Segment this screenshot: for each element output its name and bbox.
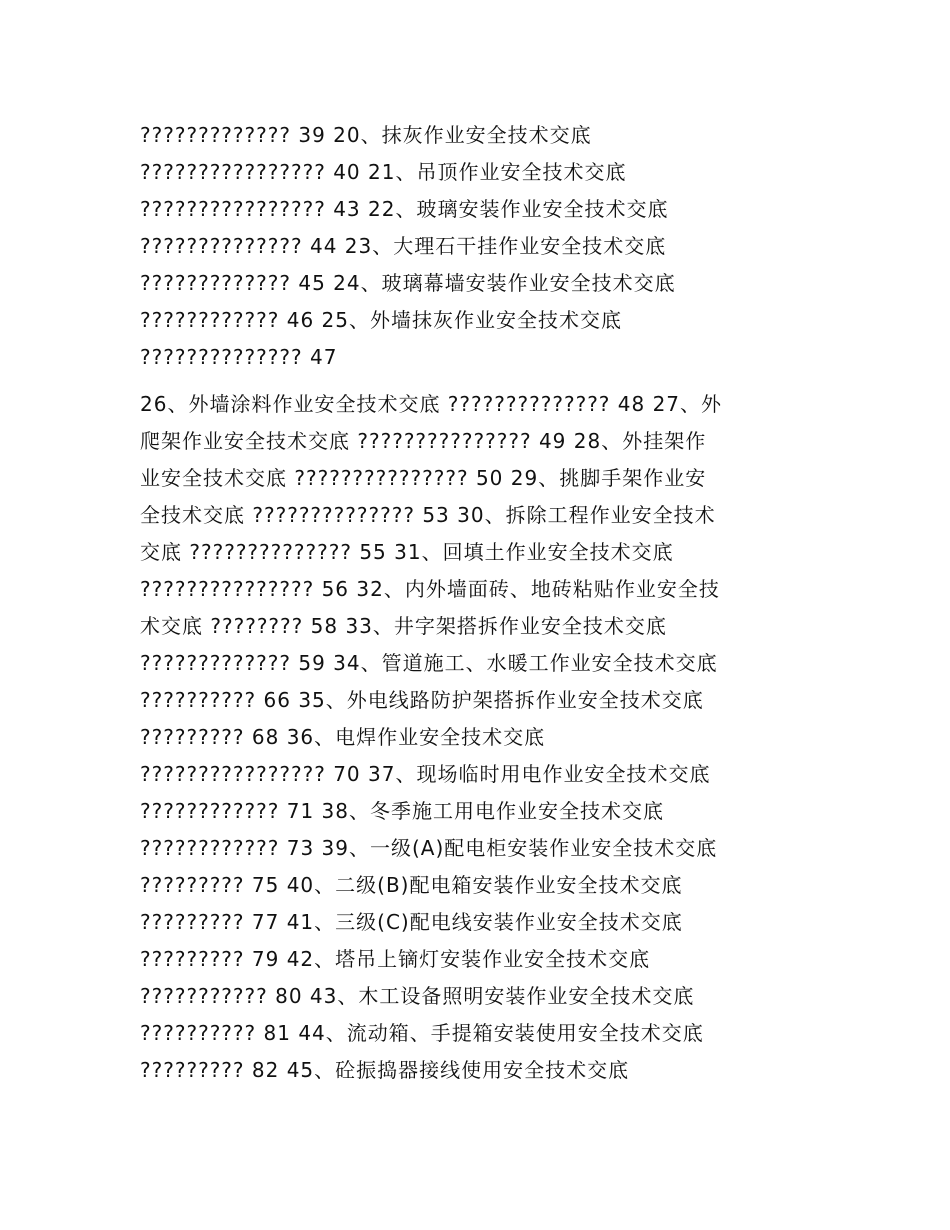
paragraph-gap [140, 376, 820, 386]
toc-line: 26、外墙涂料作业安全技术交底 ?????????????? 48 27、外 [140, 392, 723, 416]
toc-line: 业安全技术交底 ??????????????? 50 29、挑脚手架作业安 [140, 466, 707, 490]
toc-line: ??????????????? 56 32、内外墙面砖、地砖粘贴作业安全技 [140, 577, 720, 601]
toc-line: ???????????? 46 25、外墙抹灰作业安全技术交底 [140, 308, 622, 332]
toc-line: 术交底 ???????? 58 33、井字架搭拆作业安全技术交底 [140, 614, 667, 638]
toc-line: ???????????????? 40 21、吊顶作业安全技术交底 [140, 160, 627, 184]
toc-line: ????????? 68 36、电焊作业安全技术交底 [140, 725, 546, 749]
toc-line: ???????????????? 70 37、现场临时用电作业安全技术交底 [140, 762, 711, 786]
toc-line: 爬架作业安全技术交底 ??????????????? 49 28、外挂架作 [140, 429, 707, 453]
toc-block-2 [140, 386, 820, 1089]
toc-line: ?????????? 66 35、外电线路防护架搭拆作业安全技术交底 [140, 688, 704, 712]
toc-line: ?????????????? 47 [140, 345, 338, 369]
toc-line: ????????????? 39 20、抹灰作业安全技术交底 [140, 123, 592, 147]
toc-line: ????????????? 59 34、管道施工、水暖工作业安全技术交底 [140, 651, 718, 675]
toc-line: ???????????? 73 39、一级(A)配电柜安装作业安全技术交底 [140, 836, 718, 860]
toc-line: ?????????? 81 44、流动箱、手提箱安装使用安全技术交底 [140, 1021, 704, 1045]
toc-line: ????????? 75 40、二级(B)配电箱安装作业安全技术交底 [140, 873, 683, 897]
document-page [140, 117, 820, 1089]
toc-line: ????????????? 45 24、玻璃幕墙安装作业安全技术交底 [140, 271, 676, 295]
toc-block-1 [140, 117, 820, 376]
toc-line: ????????? 79 42、塔吊上镝灯安装作业安全技术交底 [140, 947, 651, 971]
toc-line: ?????????????? 44 23、大理石干挂作业安全技术交底 [140, 234, 667, 258]
toc-line: ???????????? 71 38、冬季施工用电作业安全技术交底 [140, 799, 664, 823]
toc-line: ??????????? 80 43、木工设备照明安装作业安全技术交底 [140, 984, 695, 1008]
toc-line: ????????? 82 45、砼振捣器接线使用安全技术交底 [140, 1058, 630, 1082]
toc-line: 全技术交底 ?????????????? 53 30、拆除工程作业安全技术 [140, 503, 716, 527]
toc-line: ???????????????? 43 22、玻璃安装作业安全技术交底 [140, 197, 669, 221]
toc-line: ????????? 77 41、三级(C)配电线安装作业安全技术交底 [140, 910, 683, 934]
toc-line: 交底 ?????????????? 55 31、回填土作业安全技术交底 [140, 540, 674, 564]
